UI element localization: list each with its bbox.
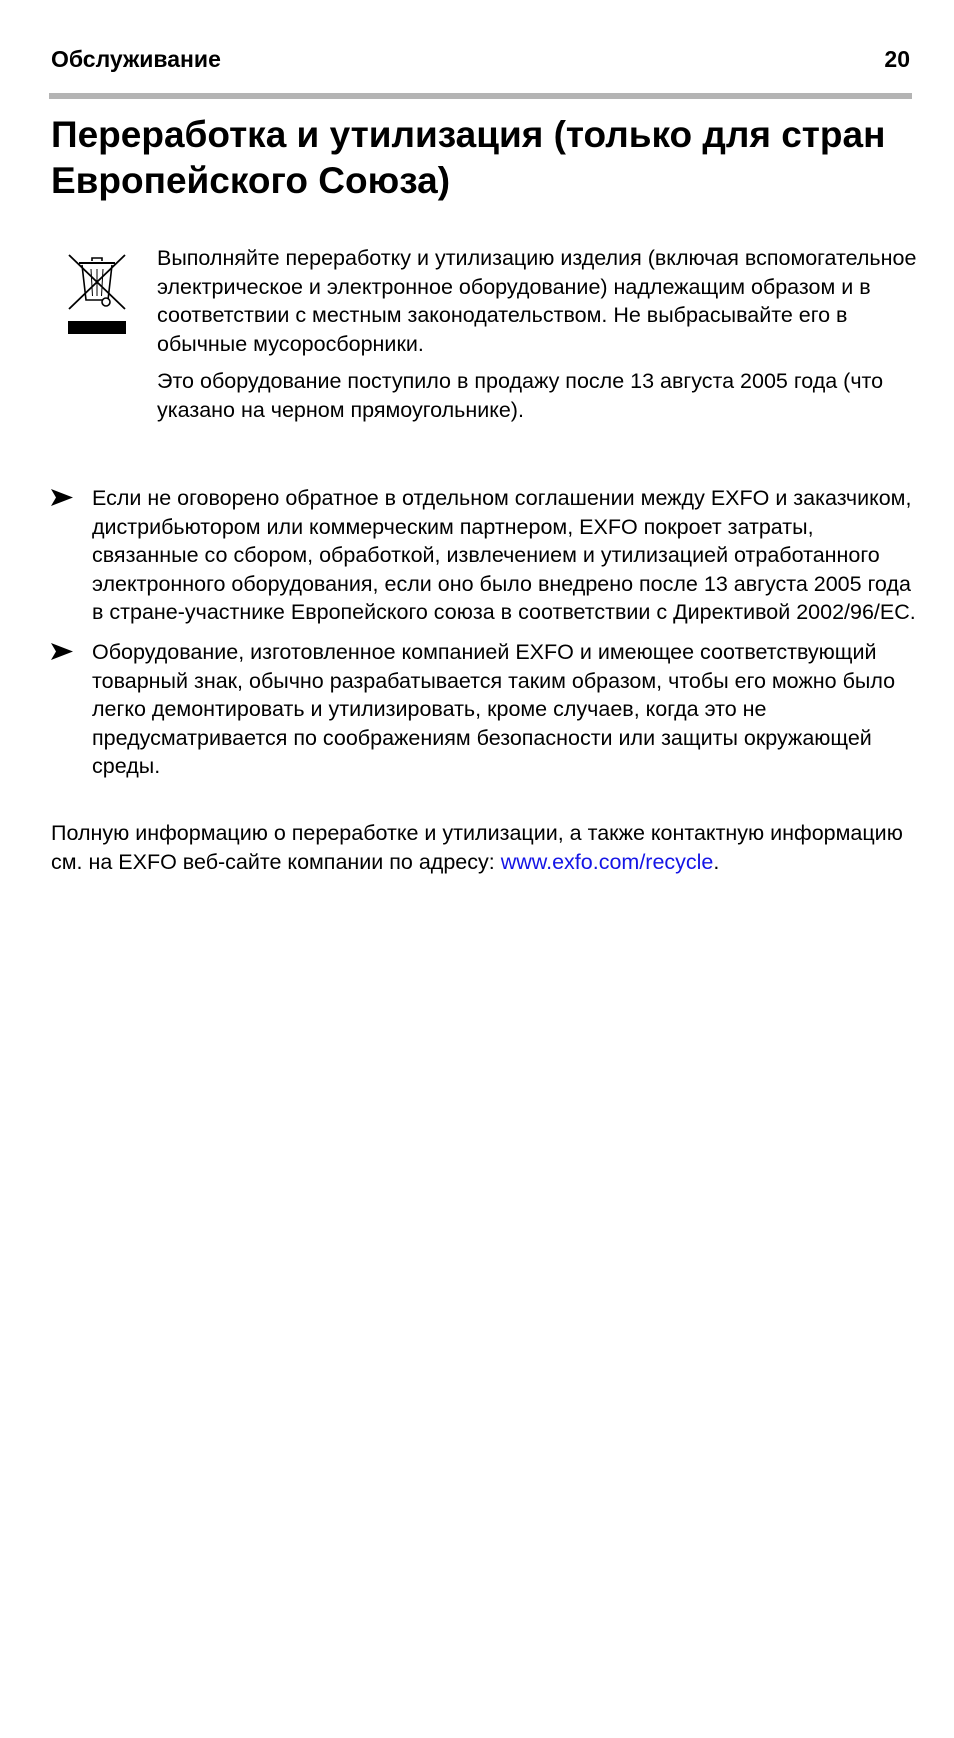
page-number: 20: [884, 46, 910, 72]
list-item: [51, 638, 921, 781]
bullet-text-2: Оборудование, изготовленное компанией EXFO и имеющее соответствующий товарный знак, обычно разрабатывается таким образом, чтобы его можно было легко демонтировать и утилизировать, кроме случаев, когда это не предусматривается по соображениям безопасности или защиты окружающей среды.: [92, 639, 896, 779]
arrowhead-bullet-icon: [51, 643, 73, 660]
bullet-list: [51, 484, 921, 792]
arrowhead-bullet-icon: [51, 489, 73, 506]
header-rule: [49, 93, 912, 99]
intro-text: [157, 244, 917, 425]
closing-period: .: [713, 849, 720, 874]
closing-text: Полную информацию о переработке и утилизации, а также контактную информацию см. на EXFO веб-сайте компании по адресу:: [51, 821, 903, 874]
page-title: Переработка и утилизация (только для стран Европейского Союза): [51, 114, 886, 201]
intro-paragraph-1: Выполняйте переработку и утилизацию изделия (включая вспомогательное электрическое и электронное оборудование) надлежащим образом и в соответствии с местным законодательством. Не выбрасывайте его в обычные мусоросборники.: [157, 246, 917, 356]
closing-paragraph: [51, 819, 921, 876]
intro-paragraph-2: Это оборудование поступило в продажу после 13 августа 2005 года (что указано на черном прямоугольнике).: [157, 369, 884, 422]
recycle-link[interactable]: www.exfo.com/recycle: [500, 849, 714, 874]
section-name: Обслуживание: [51, 46, 221, 72]
bullet-text-1: Если не оговорено обратное в отдельном соглашении между EXFO и заказчиком, дистрибьютором или коммерческим партнером, EXFO покроет затраты, связанные со сбором, обработкой, извлечением и утилизацией отработанного электронного оборудования, если оно было внедрено после 13 августа 2005 года в стране-участнике Европейского союза в соответствии с Директивой 2002/96/EC.: [92, 486, 916, 625]
running-header: [51, 44, 910, 74]
list-item: [51, 484, 921, 627]
crossed-out-wheeled-bin-icon: [67, 252, 127, 336]
